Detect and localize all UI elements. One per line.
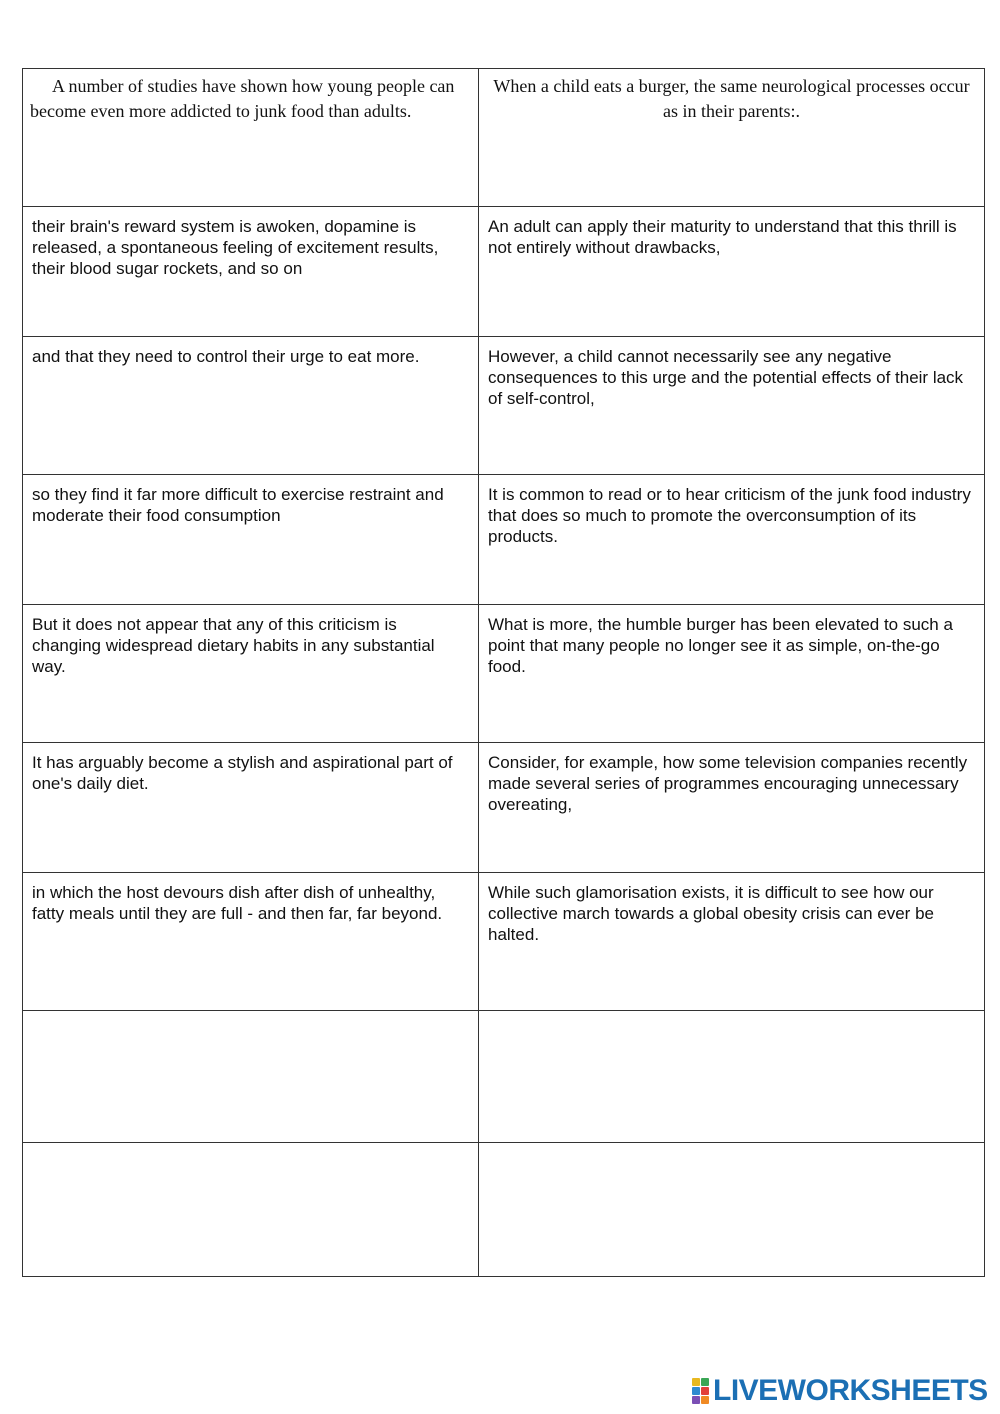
table-row: [23, 743, 985, 873]
text-card[interactable]: [479, 873, 985, 1011]
card-text: in which the host devours dish after dish of unhealthy, fatty meals until they are full - and then far, far beyond.: [32, 883, 443, 923]
table-row: [23, 69, 985, 207]
card-text: When a child eats a burger, the same neurological processes occur as in their parents:.: [493, 76, 970, 121]
text-card[interactable]: [479, 207, 985, 337]
empty-card[interactable]: [479, 1011, 985, 1143]
card-text: [479, 1143, 984, 1152]
card-text: An adult can apply their maturity to understand that this thrill is not entirely without drawbacks,: [488, 217, 957, 257]
card-text: [23, 1143, 478, 1152]
text-card[interactable]: [479, 475, 985, 605]
card-text: [479, 1011, 984, 1020]
text-card[interactable]: [23, 873, 479, 1011]
table-row: [23, 873, 985, 1011]
worksheet-table: [22, 68, 985, 1277]
logo-mark-tile: [701, 1396, 709, 1404]
card-text: [23, 1011, 478, 1020]
table-row: [23, 605, 985, 743]
logo-mark-tile: [692, 1387, 700, 1395]
card-text: It has arguably become a stylish and aspirational part of one's daily diet.: [32, 753, 453, 793]
card-text: Consider, for example, how some television companies recently made several series of programmes encouraging unnecessary overeating,: [488, 753, 968, 814]
logo-mark-tile: [692, 1396, 700, 1404]
text-card[interactable]: [23, 69, 479, 207]
card-text: While such glamorisation exists, it is difficult to see how our collective march towards a global obesity crisis can ever be halted.: [488, 883, 934, 944]
text-card[interactable]: [479, 337, 985, 475]
table-row: [23, 475, 985, 605]
card-text: It is common to read or to hear criticism of the junk food industry that does so much to promote the overconsumption of its products.: [488, 485, 971, 546]
table-row: [23, 1143, 985, 1277]
card-text: their brain's reward system is awoken, dopamine is released, a spontaneous feeling of excitement results, their blood sugar rockets, and so on: [32, 217, 439, 278]
card-text: so they find it far more difficult to exercise restraint and moderate their food consumption: [32, 485, 444, 525]
logo-mark-tile: [701, 1378, 709, 1386]
liveworksheets-logo-icon: [692, 1378, 709, 1404]
logo-text: LIVEWORKSHEETS: [713, 1374, 988, 1407]
table-row: [23, 207, 985, 337]
text-card[interactable]: [23, 475, 479, 605]
text-card[interactable]: [479, 743, 985, 873]
card-text: A number of studies have shown how young people can become even more addicted to junk food than adults.: [30, 76, 455, 121]
text-card[interactable]: [23, 207, 479, 337]
card-text: But it does not appear that any of this criticism is changing widespread dietary habits in any substantial way.: [32, 615, 435, 676]
empty-card[interactable]: [479, 1143, 985, 1277]
text-card[interactable]: [23, 337, 479, 475]
logo-mark-tile: [692, 1378, 700, 1386]
logo-mark-tile: [701, 1387, 709, 1395]
liveworksheets-logo: [692, 1375, 988, 1407]
table-row: [23, 1011, 985, 1143]
table-row: [23, 337, 985, 475]
text-card[interactable]: [479, 69, 985, 207]
text-card[interactable]: [23, 743, 479, 873]
text-card[interactable]: [479, 605, 985, 743]
empty-card[interactable]: [23, 1143, 479, 1277]
card-text: However, a child cannot necessarily see any negative consequences to this urge and the potential effects of their lack of self-control,: [488, 347, 964, 408]
text-card[interactable]: [23, 605, 479, 743]
empty-card[interactable]: [23, 1011, 479, 1143]
card-text: and that they need to control their urge to eat more.: [32, 347, 420, 366]
card-text: What is more, the humble burger has been elevated to such a point that many people no longer see it as simple, on-the-go food.: [488, 615, 953, 676]
